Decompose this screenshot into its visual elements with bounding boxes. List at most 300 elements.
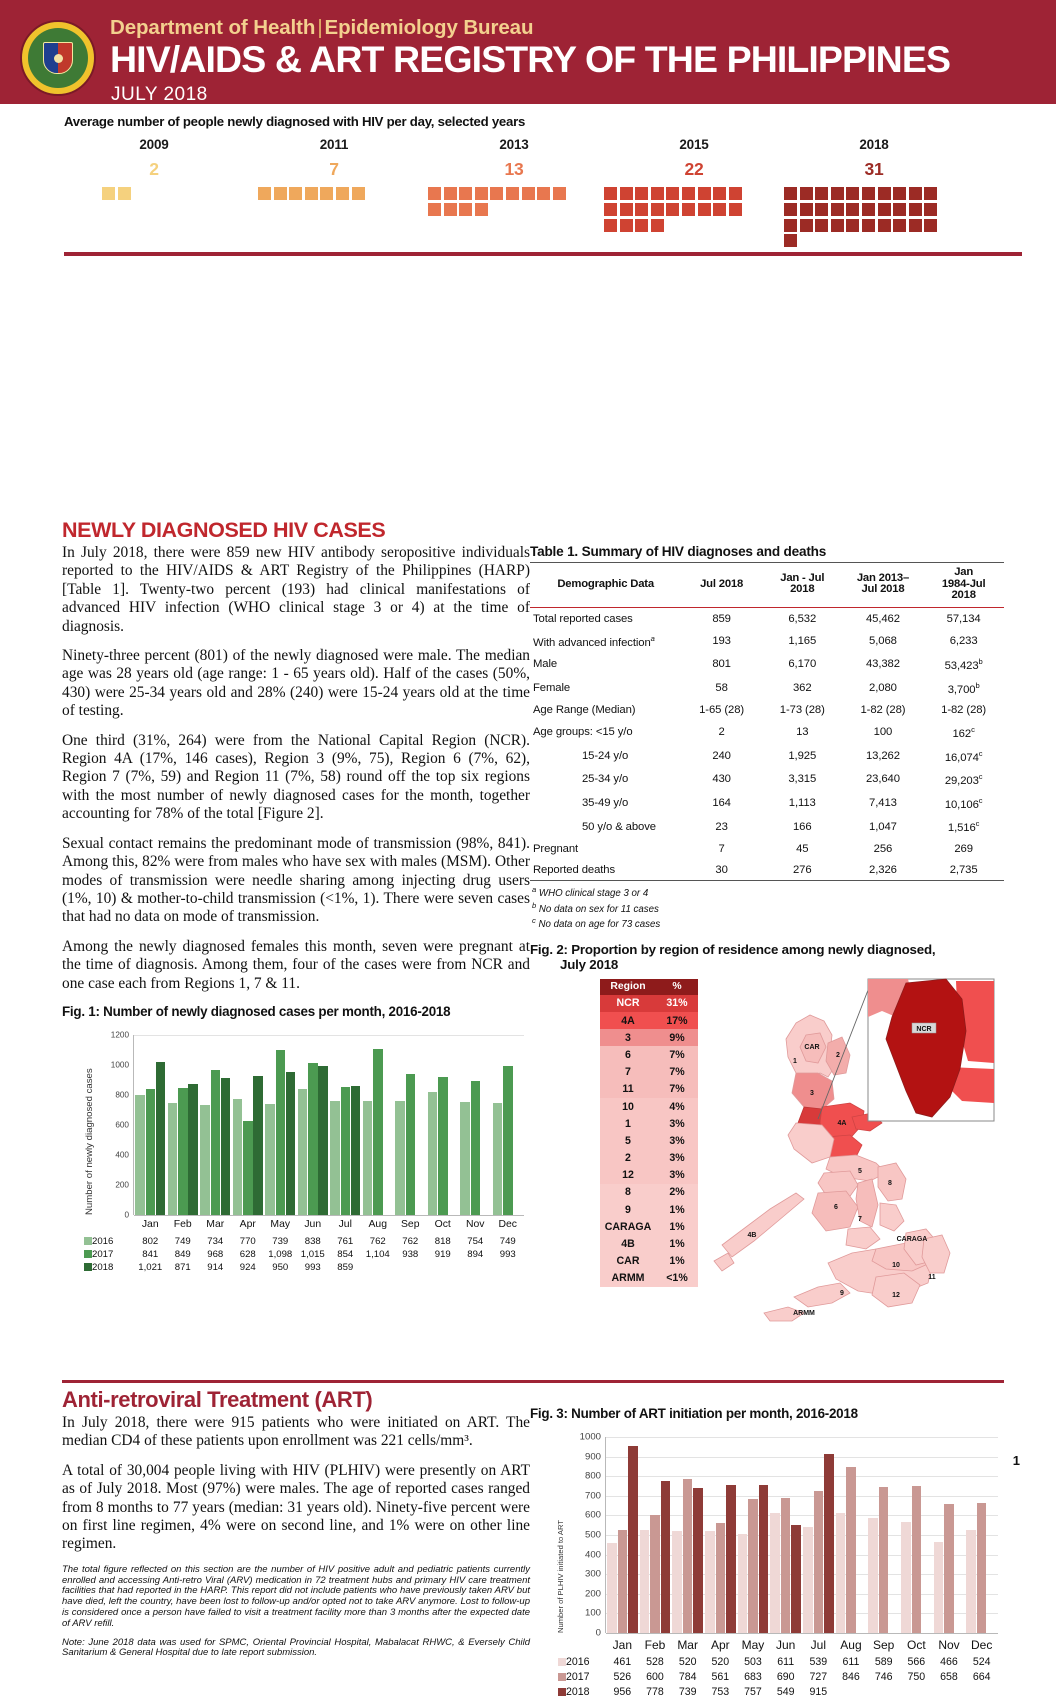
table1-row-label: 35-49 y/o — [582, 797, 629, 809]
bar-2017-May — [276, 1050, 286, 1215]
table-row — [530, 768, 1004, 792]
infographic-square-group — [258, 187, 418, 203]
table-row — [530, 838, 1004, 859]
region-percent-cell: 4% — [656, 1098, 698, 1115]
infographic-square — [635, 203, 648, 216]
region-name-cell: 10 — [600, 1098, 656, 1115]
table1-cell: 3,700$^b$ — [947, 680, 980, 696]
data-cell-2016-Aug: 611 — [842, 1656, 860, 1668]
infographic-square — [893, 219, 906, 232]
table1-col-header: Jan - Jul 2018 — [780, 571, 825, 596]
data-cell-2016-Apr: 520 — [711, 1656, 730, 1668]
data-cell-2017-Dec: 664 — [972, 1671, 991, 1683]
infographic-value: 22 — [684, 159, 704, 179]
table-row — [600, 995, 698, 1012]
table-row — [600, 1150, 698, 1167]
region-name-cell: 4B — [600, 1235, 656, 1252]
bar-2016-Apr — [705, 1531, 715, 1633]
table1-cell: 193 — [712, 634, 731, 647]
department-name: Department of Health — [110, 16, 316, 39]
gridline — [606, 1437, 998, 1438]
table-row — [530, 791, 1004, 815]
gridline — [134, 1215, 524, 1216]
region-name-cell: 3 — [600, 1029, 656, 1046]
table1-cell: 6,170 — [788, 658, 817, 671]
infographic-column-2013 — [424, 137, 604, 250]
bar-2016-Nov — [460, 1102, 470, 1215]
infographic-square — [846, 203, 859, 216]
art-note-2: Note: June 2018 data was used for SPMC, Oriental Provincial Hospital, Mabalacat RHWC, & Eversely Child Sanitarium & General Hospital due to late report submission. — [62, 1636, 530, 1659]
table1-cell: 16,074$^c$ — [944, 748, 983, 764]
table-row — [600, 1012, 698, 1029]
infographic-square — [522, 187, 535, 200]
region-percent-cell: 3% — [656, 1150, 698, 1167]
fig2-title — [530, 942, 1004, 973]
infographic-square — [553, 187, 566, 200]
infographic-square — [729, 187, 742, 200]
region-name-cell: 11 — [600, 1081, 656, 1098]
table1-cell: 2,326 — [869, 863, 897, 876]
infographic-square — [475, 203, 488, 216]
table1-cell: 276 — [792, 863, 812, 876]
y-axis-tick-label: 1000 — [579, 1431, 601, 1443]
table-row — [530, 815, 1004, 839]
infographic-square-group — [428, 187, 578, 219]
x-axis-tick-label: Mar — [677, 1638, 698, 1652]
infographic-square — [878, 203, 891, 216]
bar-2016-May — [265, 1104, 275, 1215]
infographic-square — [846, 187, 859, 200]
legend-item-2016 — [84, 1236, 113, 1247]
table1-cell: 53,423$^b$ — [944, 657, 983, 672]
region-table-header-cell: % — [656, 979, 698, 995]
data-cell-2016-Jul: 539 — [809, 1656, 828, 1668]
y-axis-line — [133, 1035, 134, 1215]
region-percent-cell: 7% — [656, 1081, 698, 1098]
svg-text:2: 2 — [836, 1051, 840, 1059]
region-percent-cell: 7% — [656, 1064, 698, 1081]
bar-2018-Apr — [253, 1076, 263, 1215]
data-cell-2018-Jul: 859 — [337, 1261, 354, 1273]
bar-2016-Nov — [934, 1542, 944, 1633]
x-axis-tick-label: Jul — [338, 1218, 352, 1230]
svg-text:6: 6 — [834, 1203, 838, 1211]
bar-2017-Apr — [243, 1121, 253, 1215]
gridline — [606, 1476, 998, 1477]
bar-2017-Feb — [178, 1088, 188, 1215]
x-axis-tick-label: Sep — [401, 1218, 420, 1230]
table1-col-header: Jan 1984-Jul 2018 — [941, 566, 986, 601]
data-cell-2016-May: 739 — [272, 1235, 289, 1247]
table1-cell: 1,047 — [869, 820, 897, 833]
data-cell-2018-Apr: 924 — [239, 1261, 256, 1273]
data-cell-2016-Dec: 524 — [972, 1656, 991, 1668]
infographic-square — [666, 203, 679, 216]
data-cell-2016-Oct: 818 — [434, 1235, 451, 1247]
bar-2016-Jan — [135, 1095, 145, 1215]
x-axis-tick-label: Jan — [141, 1218, 159, 1230]
bar-2018-Mar — [221, 1078, 231, 1215]
x-axis-tick-label: Aug — [368, 1218, 387, 1230]
header-separator: | — [317, 16, 323, 39]
bar-2018-Jul — [824, 1454, 834, 1633]
table1-col-header: Jan 2013– Jul 2018 — [856, 571, 910, 596]
table1-row-label: With advanced infection$^a$ — [533, 633, 655, 649]
bar-2017-Jul — [814, 1491, 824, 1633]
art-left-column — [62, 1387, 530, 1659]
table-row — [600, 1184, 698, 1201]
table1-cell: 13,262 — [865, 749, 900, 762]
philippines-choropleth-map — [700, 977, 1000, 1327]
infographic-value: 7 — [329, 159, 339, 179]
infographic-square — [698, 203, 711, 216]
page-header — [0, 0, 1056, 104]
legend-swatch — [558, 1673, 566, 1681]
infographic-square — [862, 187, 875, 200]
table1-cell: 2 — [718, 726, 725, 739]
y-axis-tick-label: 800 — [584, 1470, 601, 1482]
data-cell-2017-Nov: 658 — [940, 1671, 958, 1683]
infographic-year-label: 2009 — [139, 137, 169, 152]
data-cell-2017-Mar: 784 — [678, 1671, 697, 1683]
table1-cell: 45 — [796, 842, 809, 855]
y-axis-tick-label: 1000 — [110, 1060, 129, 1070]
infographic-square — [604, 203, 617, 216]
legend-label: 2018 — [566, 1686, 590, 1698]
paragraph-2: Ninety-three percent (801) of the newly diagnosed were male. The median age was 28 years old (age range: 1 - 65 years old). Half of the cases (50%, 430) were 25-34 years old and 28% (240) were 15-24 years old at the time of testing. — [62, 647, 530, 720]
svg-text:3: 3 — [810, 1089, 814, 1097]
bar-2017-Nov — [471, 1081, 481, 1215]
infographic-column-2015 — [604, 137, 784, 250]
table-row — [600, 1132, 698, 1149]
region-name-cell: CARAGA — [600, 1218, 656, 1235]
y-axis-tick-label: 0 — [124, 1210, 129, 1220]
infographic-square — [846, 219, 859, 232]
table1-summary — [530, 562, 1004, 881]
data-cell-2018-Jun: 549 — [776, 1686, 795, 1698]
y-axis-tick-label: 400 — [115, 1150, 129, 1160]
table1-cell: 29,203$^c$ — [944, 772, 983, 787]
bar-2017-Dec — [977, 1503, 987, 1633]
infographic-value: 2 — [149, 159, 159, 179]
table-row — [600, 1115, 698, 1132]
y-axis-tick-label: 200 — [584, 1588, 601, 1600]
x-axis-tick-label: May — [741, 1638, 765, 1652]
infographic-square — [459, 187, 472, 200]
x-axis-tick-label: Apr — [710, 1638, 730, 1652]
paragraph-5: Among the newly diagnosed females this month, seven were pregnant at the time of diagnosis. Among them, four of the cases were from NCR and one case each from Regions 1, 7 & 11. — [62, 937, 530, 992]
fig3-y-axis-label: Number of PLHIV initiated to ART — [556, 1520, 565, 1633]
table1-cell: 1-73 (28) — [779, 704, 825, 717]
y-axis-tick-label: 300 — [584, 1568, 601, 1580]
region-name-cell: 8 — [600, 1184, 656, 1201]
infographic-square — [537, 187, 550, 200]
bar-2017-Jun — [308, 1063, 318, 1215]
infographic-square — [475, 187, 488, 200]
infographic-square — [651, 203, 664, 216]
infographic-square — [682, 203, 695, 216]
legend-item-2017 — [84, 1249, 113, 1260]
infographic-square — [258, 187, 271, 200]
data-cell-2016-May: 503 — [744, 1656, 762, 1668]
bar-2016-Sep — [868, 1518, 878, 1633]
table1-cell: 1-82 (28) — [860, 704, 906, 717]
region-percent-cell: 1% — [656, 1253, 698, 1270]
infographic-square-group — [784, 187, 949, 250]
fig3-plot-area — [606, 1437, 998, 1633]
fig2-figure — [530, 977, 1004, 1329]
svg-text:12: 12 — [892, 1291, 900, 1299]
table1-cell: 6,532 — [788, 612, 817, 625]
y-axis-tick-label: 600 — [115, 1120, 129, 1130]
x-axis-tick-label: Feb — [173, 1218, 192, 1230]
data-cell-2018-Jul: 915 — [809, 1686, 828, 1698]
fig3-title: Fig. 3: Number of ART initiation per month, 2016-2018 — [530, 1406, 858, 1421]
infographic-square — [924, 187, 937, 200]
infographic-square — [831, 219, 844, 232]
region-percent-cell: 9% — [656, 1029, 698, 1046]
art-right-column — [530, 1406, 1004, 1698]
infographic-square — [604, 187, 617, 200]
table1-cell: 1-82 (28) — [941, 704, 987, 717]
infographic-square — [784, 219, 797, 232]
table-row — [530, 676, 1004, 700]
legend-swatch — [558, 1658, 566, 1666]
infographic-value: 13 — [504, 159, 524, 179]
region-name-cell: 5 — [600, 1132, 656, 1149]
legend-label: 2017 — [566, 1671, 590, 1683]
table1-cell: 23 — [715, 820, 728, 833]
data-cell-2017-Oct: 919 — [434, 1248, 451, 1260]
infographic-square — [651, 187, 664, 200]
y-axis-line — [605, 1437, 606, 1633]
svg-text:10: 10 — [892, 1261, 900, 1269]
y-axis-tick-label: 200 — [115, 1180, 129, 1190]
data-cell-2018-Apr: 753 — [711, 1686, 730, 1698]
infographic-year-label: 2011 — [319, 137, 349, 152]
infographic-square — [651, 219, 664, 232]
data-cell-2017-Jul: 727 — [809, 1671, 828, 1683]
bar-2018-Apr — [726, 1485, 736, 1633]
bar-2018-Feb — [661, 1481, 671, 1633]
svg-text:ARMM: ARMM — [793, 1309, 815, 1317]
data-cell-2016-Feb: 528 — [646, 1656, 664, 1668]
y-axis-tick-label: 600 — [584, 1509, 601, 1521]
table1-cell: 5,068 — [869, 634, 897, 647]
table1-cell: 801 — [712, 658, 731, 671]
data-cell-2017-Feb: 600 — [646, 1671, 664, 1683]
data-cell-2017-Sep: 746 — [874, 1671, 893, 1683]
data-cell-2018-Feb: 778 — [646, 1686, 664, 1698]
table1-header-row — [530, 563, 1004, 607]
region-name-cell: 7 — [600, 1064, 656, 1081]
section-heading-newly-diagnosed: NEWLY DIAGNOSED HIV CASES — [62, 518, 386, 542]
infographic-title: Average number of people newly diagnosed with HIV per day, selected years — [64, 114, 526, 129]
data-cell-2016-Jun: 611 — [777, 1656, 795, 1668]
table1-cell: 100 — [873, 726, 893, 739]
y-axis-tick-label: 400 — [584, 1549, 601, 1561]
infographic-square — [428, 187, 441, 200]
svg-text:11: 11 — [928, 1273, 936, 1281]
fig1-chart — [62, 1025, 530, 1273]
bar-2017-Mar — [683, 1479, 693, 1633]
y-axis-tick-label: 1200 — [110, 1030, 129, 1040]
infographic-square — [784, 187, 797, 200]
table1-row-label: Female — [533, 682, 571, 695]
table1-col-header: Demographic Data — [557, 577, 654, 590]
fig1-y-axis-label: Number of newly diagnosed cases — [84, 1068, 95, 1215]
region-name-cell: 6 — [600, 1046, 656, 1063]
art-note-1: The total figure reflected on this section are the number of HIV positive adult and pediatric patients currently enrolled and accessing Anti-retro Viral (ARV) medication in 72 treatment hubs and primary HIV care treatment facilities that had reported in the HARP. This report did not include patients who have previously taken ARV but have died, left the country, have been lost to follow-up and/or opted not to take ARV anymore. Lost to follow-up is considered once a person have failed to visit a treatment facility more than 3 months after the expected date of ARV refill. — [62, 1563, 530, 1629]
data-cell-2018-Mar: 914 — [207, 1261, 224, 1273]
bar-2016-Jul — [330, 1101, 340, 1215]
data-cell-2016-Jul: 761 — [337, 1235, 354, 1247]
data-cell-2017-Dec: 993 — [499, 1248, 516, 1260]
data-cell-2017-Jun: 690 — [776, 1671, 795, 1683]
bar-2018-Jan — [156, 1062, 166, 1215]
fig3-chart — [530, 1427, 1004, 1698]
region-proportion-table — [600, 979, 698, 1287]
table1-cell: 859 — [712, 612, 731, 625]
x-axis-tick-label: Apr — [239, 1218, 256, 1230]
infographic-square — [305, 187, 318, 200]
svg-text:7: 7 — [858, 1215, 862, 1223]
divider-rule-middle — [62, 1380, 1004, 1383]
bar-2016-Aug — [363, 1101, 373, 1215]
data-cell-2017-Apr: 561 — [711, 1671, 730, 1683]
data-cell-2018-May: 950 — [272, 1261, 289, 1273]
table1-cell: 3,315 — [788, 773, 817, 786]
data-cell-2018-Jun: 993 — [304, 1261, 321, 1273]
infographic-square — [428, 203, 441, 216]
region-percent-cell: <1% — [656, 1270, 698, 1287]
infographic-square — [924, 219, 937, 232]
x-axis-tick-label: Nov — [938, 1638, 960, 1652]
infographic-square — [800, 187, 813, 200]
y-axis-tick-label: 0 — [595, 1627, 601, 1639]
data-cell-2017-Jan: 526 — [613, 1671, 632, 1683]
data-cell-2017-Mar: 968 — [207, 1248, 224, 1260]
svg-text:1: 1 — [793, 1057, 797, 1065]
infographic-square — [320, 187, 333, 200]
table1-cell: 1,925 — [788, 749, 817, 762]
data-cell-2016-Jun: 838 — [304, 1235, 321, 1247]
table-row — [600, 1218, 698, 1235]
gridline — [134, 1035, 524, 1036]
table1-cell: 240 — [712, 749, 731, 762]
x-axis-tick-label: Dec — [970, 1638, 993, 1652]
data-cell-2018-May: 757 — [744, 1686, 762, 1698]
svg-text:CARAGA: CARAGA — [896, 1235, 928, 1243]
table-row — [600, 1029, 698, 1046]
table1-cell: 7,413 — [869, 797, 897, 809]
svg-text:5: 5 — [858, 1167, 862, 1175]
table-row — [600, 1064, 698, 1081]
table1-cell: 1,113 — [788, 797, 816, 809]
bar-2017-Sep — [406, 1074, 416, 1215]
region-name-cell: CAR — [600, 1253, 656, 1270]
table-row — [530, 608, 1004, 629]
page-title: HIV/AIDS & ART REGISTRY OF THE PHILIPPINES — [110, 38, 951, 80]
y-axis-tick-label: 800 — [115, 1090, 129, 1100]
table1-cell: 2,735 — [949, 863, 978, 876]
data-cell-2018-Feb: 871 — [174, 1261, 191, 1273]
table-row — [600, 1046, 698, 1063]
infographic-column-2011 — [244, 137, 424, 250]
data-cell-2016-Sep: 589 — [874, 1656, 893, 1668]
bar-2016-Mar — [672, 1531, 682, 1633]
data-cell-2018-Jan: 956 — [613, 1686, 632, 1698]
infographic-square — [506, 187, 519, 200]
infographic-value: 31 — [864, 159, 884, 179]
infographic-square-group — [102, 187, 212, 203]
bar-2016-Apr — [233, 1099, 243, 1215]
infographic-square — [909, 219, 922, 232]
bar-2016-Jun — [298, 1089, 308, 1215]
infographic-square — [490, 187, 503, 200]
table-row — [600, 1253, 698, 1270]
fig2-title-line1: Fig. 2: Proportion by region of residence among newly diagnosed, — [530, 941, 936, 957]
legend-item-2018 — [558, 1686, 590, 1698]
table-row — [530, 629, 1004, 653]
bar-2017-Feb — [650, 1515, 660, 1633]
data-cell-2016-Nov: 754 — [467, 1235, 484, 1247]
infographic-square — [620, 203, 633, 216]
table1-cell: 30 — [715, 863, 728, 876]
infographic-square — [620, 219, 633, 232]
region-percent-cell: 3% — [656, 1132, 698, 1149]
x-axis-tick-label: Jan — [612, 1638, 632, 1652]
paragraph-4: Sexual contact remains the predominant mode of transmission (98%, 841). Among this, 82% were from males who have sex with males (MSM). Other modes of transmission were needle sharing among injecting drug users (1%, 10) & mother-to-child transmission (<1%, 1). There were seven cases that had no data on mode of transmission. — [62, 834, 530, 926]
gridline — [606, 1457, 998, 1458]
table1-cell: 164 — [712, 797, 731, 809]
infographic-square — [831, 187, 844, 200]
data-cell-2016-Sep: 762 — [402, 1235, 419, 1247]
table-row — [530, 721, 1004, 745]
region-percent-cell: 1% — [656, 1201, 698, 1218]
table1-cell: 1,165 — [788, 634, 817, 647]
paragraph-1: In July 2018, there were 859 new HIV antibody seropositive individuals reported to the HIV/AIDS & ART Registry of the Philippines (HARP) [Table 1]. Twenty-two percent (193) had clinical manifestations of advanced HIV infection (WHO clinical stage 3 or 4) at the time of diagnosis. — [62, 544, 530, 635]
right-column — [530, 544, 1004, 1329]
table1-cell: 10,106$^c$ — [944, 795, 983, 811]
table-row — [600, 1098, 698, 1115]
infographic-square — [784, 203, 797, 216]
infographic-square — [713, 187, 726, 200]
table1-head — [530, 563, 1004, 607]
bar-2018-Jun — [791, 1525, 801, 1633]
bar-2017-Oct — [912, 1486, 922, 1633]
table1-title: Table 1. Summary of HIV diagnoses and deaths — [530, 544, 827, 559]
svg-text:CAR: CAR — [804, 1043, 820, 1051]
x-axis-tick-label: May — [270, 1218, 291, 1230]
bar-2017-Oct — [438, 1077, 448, 1215]
bar-2018-Jan — [628, 1446, 638, 1633]
bar-2016-Jun — [770, 1513, 780, 1633]
infographic-square — [862, 219, 875, 232]
data-cell-2017-Apr: 628 — [239, 1248, 256, 1260]
infographic-square — [604, 219, 617, 232]
bar-2016-Oct — [901, 1522, 911, 1633]
infographic-square — [784, 234, 797, 247]
paragraph-3: One third (31%, 264) were from the National Capital Region (NCR). Region 4A (17%, 146 cases), Region 3 (9%, 75), Region 6 (7%, 62), Region 7 (7%, 59) and Region 11 (7%, 58) round off the top six regions with the most number of newly diagnosed cases for the month, together accounting for 78% of the total [Figure 2]. — [62, 731, 530, 823]
svg-text:NCR: NCR — [916, 1025, 932, 1033]
data-cell-2017-Jan: 841 — [142, 1248, 159, 1260]
x-axis-tick-label: Oct — [906, 1638, 926, 1652]
fig1-plot-area — [134, 1035, 524, 1215]
table1-col-header: Jul 2018 — [700, 577, 744, 590]
infographic-square — [274, 187, 287, 200]
legend-label: 2018 — [92, 1261, 114, 1273]
